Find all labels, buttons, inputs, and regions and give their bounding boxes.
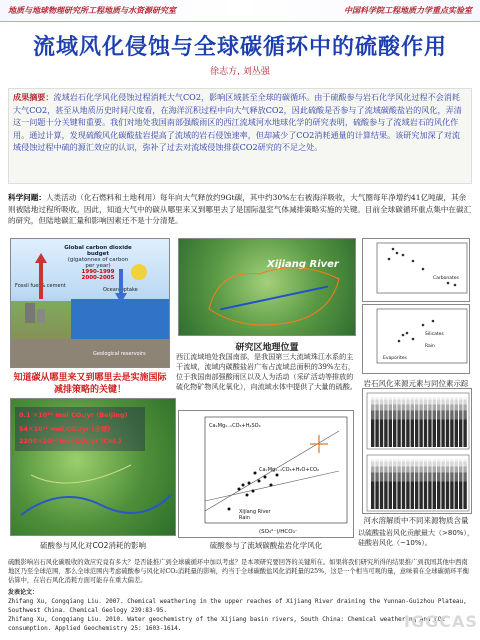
bar-segment	[459, 459, 462, 462]
bar-segment	[415, 459, 418, 462]
bar-segment	[446, 467, 449, 473]
bar-segment	[371, 467, 374, 473]
bar-segment	[424, 420, 427, 448]
bar-segment	[450, 420, 453, 448]
study-area-caption: 研究区地理位置	[235, 343, 299, 353]
bar-segment	[450, 467, 453, 473]
bar-segment	[428, 462, 431, 467]
bar-segment	[393, 400, 396, 405]
bar-segment	[437, 405, 440, 411]
bar-segment	[441, 459, 444, 462]
bar-segment	[446, 405, 449, 411]
bar-segment	[463, 473, 466, 482]
bar-segment	[428, 482, 431, 510]
bar-segment	[406, 405, 409, 411]
bar-segment	[393, 467, 396, 473]
bar-segment	[371, 462, 374, 467]
bar-segment	[406, 462, 409, 467]
bar-segment	[380, 473, 383, 482]
bar-segment	[375, 411, 378, 420]
bar-segment	[437, 467, 440, 473]
red-caption: 知道碳从哪里来又到哪里去是实施国际减排策略的关键！	[13, 373, 167, 395]
bar-segment	[406, 400, 409, 405]
bar-segment	[406, 473, 409, 482]
ratio-plot-caption: 硫酸参与了流域碳酸盐岩化学风化	[209, 541, 323, 550]
bar-segment	[375, 462, 378, 467]
bar-segment	[424, 405, 427, 411]
bar-segment	[380, 462, 383, 467]
left-map	[10, 398, 176, 536]
bar-segment	[411, 473, 414, 482]
bar-segment	[411, 462, 414, 467]
bar-segment	[419, 473, 422, 482]
bar-segment	[393, 411, 396, 420]
bar-segment	[463, 459, 466, 462]
bar-segment	[380, 405, 383, 411]
bar-segment	[463, 462, 466, 467]
bar-segment	[419, 482, 422, 510]
bar-segment	[424, 411, 427, 420]
bar-segment	[415, 482, 418, 510]
bar-segment	[446, 420, 449, 448]
bar-segment	[419, 397, 422, 400]
bar-segment	[397, 411, 400, 420]
bar-segment	[450, 482, 453, 510]
bar-segment	[375, 482, 378, 510]
bar-segment	[415, 400, 418, 405]
bar-segment	[415, 397, 418, 400]
bar-segment	[397, 400, 400, 405]
bar-segment	[433, 411, 436, 420]
bar-segment	[463, 397, 466, 400]
bar-segment	[411, 467, 414, 473]
bar-segment	[433, 473, 436, 482]
bar-segment	[415, 473, 418, 482]
bar-segment	[402, 397, 405, 400]
bar-segment	[371, 482, 374, 510]
right-caption-3: 以硫酸盐岩风化贡献最大（>80%），硅酸岩风化（~10%）。	[358, 529, 474, 547]
header-bar	[0, 0, 480, 22]
bar-segment	[450, 462, 453, 467]
bar-segment	[424, 462, 427, 467]
bar-segment	[463, 467, 466, 473]
bar-segment	[419, 459, 422, 462]
bar-segment	[384, 467, 387, 473]
bar-segment	[375, 420, 378, 448]
bar-segment	[459, 473, 462, 482]
bar-segment	[455, 400, 458, 405]
bar-segment	[389, 420, 392, 448]
bar-segment	[384, 411, 387, 420]
bar-segment	[446, 482, 449, 510]
svg-text:Rain: Rain	[425, 344, 435, 349]
bar-segment	[415, 405, 418, 411]
bar-segment	[446, 400, 449, 405]
bar-segment	[393, 482, 396, 510]
svg-text:Evaporites: Evaporites	[383, 356, 407, 361]
bar-segment	[459, 467, 462, 473]
budget-label-bottom: Geological reservoirs	[93, 351, 146, 357]
bar-segment	[433, 467, 436, 473]
flux-line-2: 54✕10¹² mol CO₂/yr (全球)	[19, 425, 111, 433]
bar-segment	[446, 397, 449, 400]
bar-segment	[411, 420, 414, 448]
bar-segment	[371, 405, 374, 411]
bar-segment	[455, 405, 458, 411]
bar-segment	[415, 420, 418, 448]
bar-segment	[459, 482, 462, 510]
bar-segment	[419, 405, 422, 411]
river-label: Xijiang River	[267, 259, 339, 270]
bar-segment	[397, 420, 400, 448]
bar-segment	[406, 482, 409, 510]
bar-segment	[428, 411, 431, 420]
bar-segment	[375, 400, 378, 405]
bar-segment	[380, 420, 383, 448]
page-title: 流域风化侵蚀与全球碳循环中的硫酸作用	[32, 35, 447, 60]
scatter-chart-1-svg	[363, 239, 470, 302]
stacked-bar-charts	[362, 388, 472, 514]
bar-segment	[463, 482, 466, 510]
svg-text:Carbonates: Carbonates	[433, 276, 459, 281]
bar-segment	[437, 397, 440, 400]
bar-segment	[437, 482, 440, 510]
bar-segment	[380, 467, 383, 473]
bar-segment	[450, 397, 453, 400]
bar-segment	[419, 462, 422, 467]
bar-segment	[389, 473, 392, 482]
header-left: 地质与地球物理研究所工程地质与水资源研究室	[8, 6, 176, 15]
bar-segment	[406, 467, 409, 473]
bar-segment	[424, 473, 427, 482]
bar-segment	[437, 462, 440, 467]
bar-segment	[371, 411, 374, 420]
bar-segment	[411, 411, 414, 420]
refs-label: 发表论文：	[8, 589, 39, 596]
bar-segment	[459, 405, 462, 411]
bar-segment	[371, 397, 374, 400]
bar-segment	[459, 462, 462, 467]
study-area-map	[178, 238, 356, 336]
bar-segment	[428, 420, 431, 448]
bar-segment	[375, 459, 378, 462]
budget-arrows	[11, 239, 170, 368]
bar-segment	[397, 482, 400, 510]
bar-segment	[437, 459, 440, 462]
svg-text:Silicates: Silicates	[425, 332, 444, 337]
bar-segment	[402, 420, 405, 448]
bar-segment	[437, 400, 440, 405]
abstract-text: 流域岩石化学风化侵蚀过程消耗大气CO2，影响区域甚至全球的碳循环。由于硫酸参与岩石化学风化过程不会消耗大气CO2，甚至从地质历史时间尺度看，在海洋沉积过程中向大气释放CO2，因此硫酸是否参与了流域碳酸盐岩的风化，弄清这一问题十分关键和重要。我们对地处我国南部强酸雨区的西江流域河水地球化学的研究表明，硫酸参与了流域岩石的风化作用。通过计算，发现硫酸风化碳酸盐岩提高了流域的岩石侵蚀速率，但却减少了CO2消耗通量的计算结果。该研究加深了对流域侵蚀过程中硫的源汇效应的认识，弥补了过去对流域侵蚀排获CO2研究的不足之处。	[13, 92, 462, 152]
bar-segment	[397, 473, 400, 482]
bar-segment	[393, 459, 396, 462]
science-question	[8, 192, 472, 236]
bar-segment	[419, 467, 422, 473]
bar-segment	[455, 397, 458, 400]
bar-segment	[393, 397, 396, 400]
bar-segment	[397, 397, 400, 400]
bar-segment	[389, 400, 392, 405]
bar-segment	[389, 467, 392, 473]
ratio-plot	[178, 410, 354, 538]
bar-segment	[397, 462, 400, 467]
bar-segment	[384, 462, 387, 467]
bar-segment	[384, 405, 387, 411]
bar-segment	[441, 420, 444, 448]
bar-segment	[371, 420, 374, 448]
bar-segment	[441, 462, 444, 467]
bar-segment	[450, 405, 453, 411]
bar-segment	[384, 400, 387, 405]
flux-line-3: 2200✕10¹² mol CO₂/yr (Cnt.)	[19, 437, 122, 445]
scatter-chart-2-svg	[363, 305, 470, 374]
bar-segment	[450, 411, 453, 420]
bar-segment	[402, 411, 405, 420]
bar-segment	[428, 459, 431, 462]
bar-segment	[437, 411, 440, 420]
bar-segment	[463, 400, 466, 405]
bar-segment	[450, 473, 453, 482]
bar-segment	[441, 467, 444, 473]
bar-segment	[455, 411, 458, 420]
bar-segment	[433, 482, 436, 510]
bar-segment	[393, 473, 396, 482]
budget-label-right: Ocean uptake	[103, 287, 138, 293]
bar-segment	[433, 397, 436, 400]
bar-segment	[433, 462, 436, 467]
institute-logo: IGGCAS	[404, 612, 478, 631]
bar-segment	[428, 473, 431, 482]
legend-2: Rain	[239, 515, 250, 521]
bar-segment	[428, 397, 431, 400]
bar-segment	[424, 397, 427, 400]
map-terrain	[11, 455, 176, 536]
bar-segment	[371, 473, 374, 482]
bar-segment	[406, 459, 409, 462]
ratio-plot-svg	[179, 411, 354, 538]
bar-segment	[428, 400, 431, 405]
bar-segment	[380, 411, 383, 420]
bar-segment	[393, 420, 396, 448]
bar-segment	[450, 459, 453, 462]
bar-segment	[419, 400, 422, 405]
conclusion-text: 硫酸影响岩石风化碳吸收的效应究竟有多大？是否能推广到全球碳循环中加以考虑？是本项研究要回答的关键所在。如果将我们研究所得的结果推广到我国其他中西南地区乃至全球范围，那么全球范围内考虑硫酸参与风化对CO₂消耗量的影响，约当于全球碳酸盐风化消耗量的25%，这是一个相当可观的量，意味着在全球碳循环平衡估算中，在岩石风化消耗方面可能存在重大偏差。	[8, 559, 469, 585]
legend-1: Xijiang River	[239, 509, 271, 515]
bar-segment	[384, 459, 387, 462]
bar-segment	[389, 459, 392, 462]
bar-segment	[419, 411, 422, 420]
bar-segment	[397, 467, 400, 473]
bar-segment	[455, 420, 458, 448]
bar-segment	[393, 462, 396, 467]
bar-segment	[463, 411, 466, 420]
bar-segment	[402, 482, 405, 510]
bar-segment	[389, 462, 392, 467]
bar-segment	[371, 459, 374, 462]
bar-segment	[375, 397, 378, 400]
bar-segment	[402, 467, 405, 473]
bar-segment	[441, 482, 444, 510]
bar-segment	[389, 405, 392, 411]
header-right: 中国科学院工程地质力学重点实验室	[344, 6, 472, 15]
bar-segment	[419, 420, 422, 448]
bar-segment	[384, 397, 387, 400]
bar-segment	[411, 405, 414, 411]
scatter-chart-1	[362, 238, 470, 302]
bar-segment	[428, 467, 431, 473]
bar-segment	[397, 405, 400, 411]
bar-segment	[389, 397, 392, 400]
bar-segment	[455, 473, 458, 482]
bar-segment	[384, 420, 387, 448]
bar-segment	[428, 405, 431, 411]
bar-segment	[380, 400, 383, 405]
bar-segment	[380, 397, 383, 400]
study-area-text: 西江流域地处我国南部，是我国第三大流域珠江水系的主干流域，流域内碳酸盐岩广布占流域总面积的39%左右，位于我国南部强酸雨区以及人为活动（采矿活动等排放的硫化物矿物风化氧化），向流域水体中提供了大量的硫酸。	[176, 352, 357, 391]
bar-segment	[389, 482, 392, 510]
question-label: 科学问题：	[8, 193, 46, 202]
bar-segment	[406, 420, 409, 448]
bar-segment	[459, 400, 462, 405]
bar-segment	[411, 459, 414, 462]
bar-segment	[402, 459, 405, 462]
stacked-bar-svg	[363, 389, 472, 514]
bar-segment	[446, 411, 449, 420]
bar-segment	[406, 411, 409, 420]
bar-segment	[415, 411, 418, 420]
bar-segment	[455, 467, 458, 473]
bar-segment	[411, 400, 414, 405]
bar-segment	[455, 459, 458, 462]
bar-segment	[455, 462, 458, 467]
bar-segment	[402, 462, 405, 467]
eq-1: CaₓMg₁₋ₓCO₃+H₂SO₄	[209, 423, 261, 429]
bar-segment	[402, 473, 405, 482]
bar-segment	[411, 397, 414, 400]
bar-segment	[437, 473, 440, 482]
bar-segment	[424, 482, 427, 510]
bar-segment	[455, 482, 458, 510]
bar-segment	[402, 400, 405, 405]
question-text: 人类活动（化石燃料和土地利用）每年向大气释放约9Gt碳，其中约30%左右被海洋吸收，大气圈每年净增约41亿吨碳，其余则被陆地过程所吸收。因此，知道大气中的碳从哪里来又到哪里去了是国际温室气体减排策略实施的关键。目前全球碳循环重点集中在碳汇的研究，但陆地碳汇量和影响因素还不是十分清楚。	[8, 193, 472, 225]
flux-line-1: 0.1 ✕10¹² mol CO₂/yr (Beijing)	[19, 411, 128, 419]
right-caption-2: 河水溶解质中不同来源物质含量	[363, 516, 469, 525]
budget-title: Global carbon dioxide budget (gigatonnes of carbon per year) 1990-1999 2000-2005	[64, 245, 132, 281]
abstract-box	[8, 88, 472, 184]
bar-segment	[437, 420, 440, 448]
x-axis-label: (SO₄²⁻)/HCO₃⁻	[259, 529, 298, 535]
bar-segment	[459, 420, 462, 448]
bar-segment	[441, 405, 444, 411]
references	[8, 588, 472, 633]
bar-segment	[375, 473, 378, 482]
ref-1: Zhifang Xu, Congqiang Liu. 2007. Chemical weathering in the upper reaches of Xijiang River draining the Yunnan-Guizhou Plateau, Southwest China. Chemical Geology 239:83-95.	[8, 598, 467, 614]
bar-segment	[433, 420, 436, 448]
bar-segment	[433, 400, 436, 405]
bar-segment	[371, 400, 374, 405]
bar-segment	[433, 459, 436, 462]
bar-segment	[441, 400, 444, 405]
bar-segment	[450, 400, 453, 405]
right-caption-1: 岩石风化来源元素与同位素示踪	[363, 379, 469, 388]
bar-segment	[384, 482, 387, 510]
bar-segment	[446, 459, 449, 462]
bar-segment	[459, 411, 462, 420]
bar-segment	[393, 405, 396, 411]
bar-segment	[446, 462, 449, 467]
bar-segment	[463, 420, 466, 448]
bar-segment	[415, 467, 418, 473]
ref-2: Zhifang Xu, Congqiang Liu. 2010. Water geochemistry of the Xijiang basin rivers, South China: Chemical weathering and CO2 consumption. Applied Geochemistry 25: 1603-1614.	[8, 616, 446, 632]
bar-segment	[441, 473, 444, 482]
budget-label-left: Fossil fuel & cement	[15, 283, 66, 289]
bar-segment	[459, 397, 462, 400]
bar-segment	[441, 397, 444, 400]
bar-segment	[384, 473, 387, 482]
bar-segment	[406, 397, 409, 400]
bar-segment	[433, 405, 436, 411]
bar-segment	[446, 473, 449, 482]
bar-segment	[411, 482, 414, 510]
bar-segment	[380, 459, 383, 462]
abstract-label: 成果摘要：	[13, 92, 54, 102]
bar-segment	[415, 462, 418, 467]
bar-segment	[424, 400, 427, 405]
bar-segment	[375, 405, 378, 411]
carbon-budget-figure	[10, 238, 170, 368]
basin-outline	[179, 239, 356, 336]
bar-segment	[389, 411, 392, 420]
bar-segment	[375, 467, 378, 473]
bar-segment	[424, 467, 427, 473]
data-points	[238, 472, 279, 497]
scatter-chart-2	[362, 304, 470, 374]
bar-segment	[463, 405, 466, 411]
bar-segment	[424, 459, 427, 462]
bar-segment	[441, 411, 444, 420]
bar-segment	[380, 482, 383, 510]
left-map-caption: 硫酸参与风化对CO2消耗的影响	[40, 541, 146, 550]
bar-segment	[402, 405, 405, 411]
authors: 徐志方, 刘丛强	[210, 67, 270, 77]
eq-2: CaₓMg₁₋ₓCO₃+H₂O+CO₂	[259, 467, 320, 473]
bar-segment	[397, 459, 400, 462]
